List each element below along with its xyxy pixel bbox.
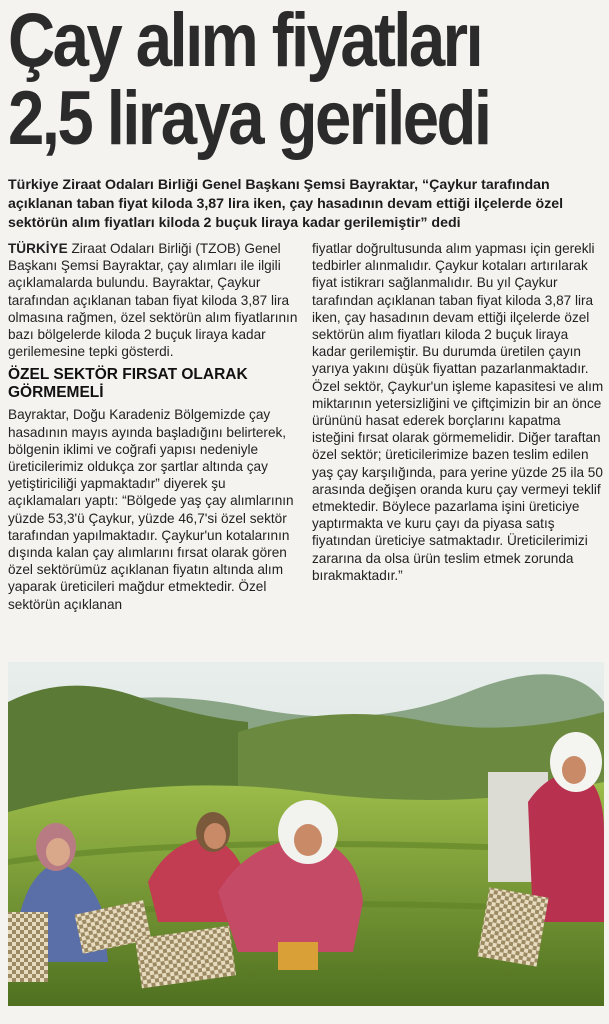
tea-harvest-illustration [8, 662, 604, 1006]
paragraph-quote-continued: fiyatlar doğrultusunda alım yapması için gerekli tedbirler alınmalıdır. Çaykur kotaları artırılarak fiyat istikrarı sağlanmalıdır. Bu yıl Çaykur tarafından açıklanan taban fiyat kiloda 3,87 lira iken, çay hasadının devam ettiği ilçelerde özel sektörün alım fiyatları kiloda 2 buçuk liraya kadar gerilemiştir. Bu durumda üretilen çayın yarıya yakını düşük fiyattan pazarlanmaktadır. Özel sektör, Çaykur'un işleme kapasitesi ve alım miktarının yetersizliğini ve çiftçimizin bir an önce ürününü hasat ederek borçlarını kapatma isteğini fırsat olarak görmemelidir. Diğer taraftan özel sektör; üreticilerimize bazen teslim edilen yaş çay karşılığında, para yerine yüzde 25 ila 50 arasında değişen oranda kuru çay vermeyi teklif etmektedir. Böylece pazarlama işini üreticiye yaptırmakta ve kuru çayı da piyasa satış fiyatından üreticiye satmaktadır. Üreticilerimizi zararına da olsa ürün teslim etmek zorunda bırakmaktadır.” [312, 241, 604, 583]
article-deck: Türkiye Ziraat Odaları Birliği Genel Başkanı Şemsi Bayraktar, “Çaykur tarafından açıklanan taban fiyat kiloda 3,87 lira iken, çay hasadının devam ettiği ilçelerde özel sektörün alım fiyatları kiloda 2 buçuk liraya kadar gerilemiştir” dedi [8, 177, 564, 231]
tea-harvest-photo [8, 662, 604, 1006]
paragraph-quote-start: Bayraktar, Doğu Karadeniz Bölgemizde çay hasadının mayıs ayında başladığını belirterek, bölgenin iklimi ve coğrafi yapısı nedeniyle üreticilerimiz oldukça zor şartlar altında çay yetiştiriciliği yapmaktadır” diyerek şu açıklamaları yaptı: “Bölgede yaş çay alımlarının yüzde 53,3'ü Çaykur, yüzde 46,7'si özel sektör tarafından yapılmaktadır. Çaykur'un kotalarının dışında kalan çay alımlarını fırsat olarak gören özel sektörümüz açıklanan fiyatın altında alım yaparak üreticileri mağdur etmektedir. Özel sektörün açıklanan [8, 407, 294, 612]
lead-word: TÜRKİYE [8, 241, 68, 256]
article-column-left [8, 240, 298, 613]
headline-line-1: Çay alım fiyatları [8, 0, 482, 83]
headline-line-2: 2,5 liraya geriledi [8, 76, 490, 161]
paragraph-intro-text: Ziraat Odaları Birliği (TZOB) Genel Başkanı Şemsi Bayraktar, çay alımları ile ilgili açıklamalarda bulundu. Bayraktar, Çaykur tarafından açıklanan taban fiyat kiloda 3,87 lira olmasına rağmen, özel sektörün alım fiyatlarının bazı bölgelerde kiloda 2 buçuk liraya kadar gerilemesine tepki gösterdi. [8, 241, 298, 360]
article-column-right [312, 240, 604, 584]
section-subhead: ÖZEL SEKTÖR FIRSAT OLARAK GÖRMEMELİ [8, 366, 248, 402]
headline [8, 0, 521, 161]
paragraph-intro [8, 240, 298, 360]
